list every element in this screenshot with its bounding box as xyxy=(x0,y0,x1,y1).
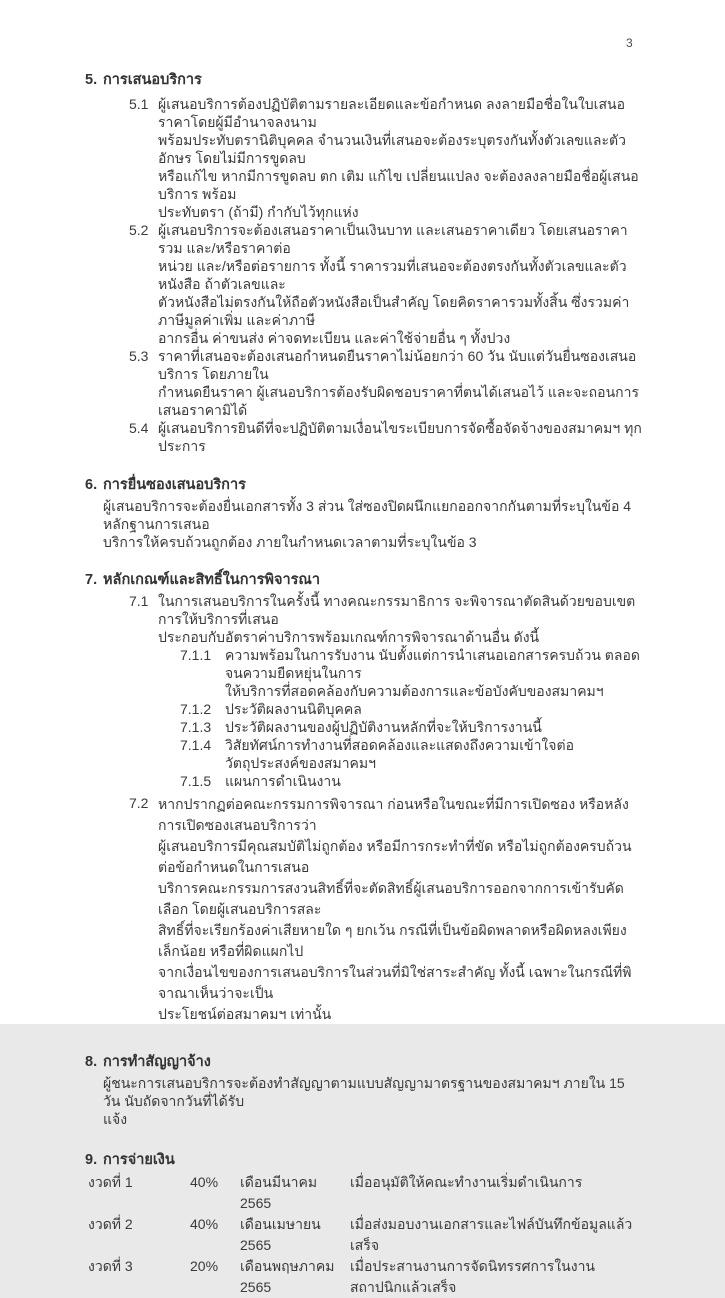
section-title: การจ่ายเงิน xyxy=(103,1152,175,1168)
section-9 xyxy=(85,1150,645,1298)
item-5-4 xyxy=(85,419,645,455)
subitem-7-1-2 xyxy=(85,700,645,718)
paragraph-line: ผู้ชนะการเสนอบริการจะต้องทำสัญญาตามแบบสัญญามาตรฐานของสมาคมฯ ภายใน 15 วัน นับถัดจากวันที่ได้รับ xyxy=(103,1075,625,1109)
section-8 xyxy=(85,1052,645,1128)
section-8-paragraph xyxy=(85,1074,645,1128)
payment-installment: งวดที่ 1 xyxy=(88,1174,133,1190)
paragraph-line: บริการให้ครบถ้วนถูกต้อง ภายในกำหนดเวลาตามที่ระบุในข้อ 3 xyxy=(103,534,477,550)
payment-month: เดือนพฤษภาคม 2565 xyxy=(240,1258,335,1295)
item-number: 5.4 xyxy=(129,420,149,436)
subitem-number: 7.1.5 xyxy=(180,773,212,789)
item-number: 7.2 xyxy=(129,795,149,811)
subitem-line: วิสัยทัศน์การทำงานที่สอดคล้องและแสดงถึงความเข้าใจต่อวัตถุประสงค์ของสมาคมฯ xyxy=(225,737,574,771)
subitem-7-1-5 xyxy=(85,772,645,790)
payment-percent: 40% xyxy=(190,1174,219,1190)
item-line: ในการเสนอบริการในครั้งนี้ ทางคณะกรรมาธิการ จะพิจารณาตัดสินด้วยขอบเขตการให้บริการที่เสนอ xyxy=(158,593,636,627)
subitem-number: 7.1.1 xyxy=(180,647,212,663)
subitem-line: แผนการดำเนินงาน xyxy=(225,773,341,789)
payment-percent: 20% xyxy=(190,1258,219,1274)
item-5-3 xyxy=(85,347,645,419)
item-5-1 xyxy=(85,95,645,221)
section-6-heading xyxy=(85,475,645,495)
item-line: ผู้เสนอบริการต้องปฏิบัติตามรายละเอียดและข้อกำหนด ลงลายมือชื่อในใบเสนอราคาโดยผู้มีอำนาจลงนาม xyxy=(158,96,625,130)
payment-row-1 xyxy=(85,1172,645,1214)
subitem-number: 7.1.2 xyxy=(180,701,212,717)
payment-percent: 40% xyxy=(190,1216,219,1232)
document-content xyxy=(85,70,645,1298)
item-line: หรือแก้ไข หากมีการขูดลบ ตก เติม แก้ไข เปลี่ยนแปลง จะต้องลงลายมือชื่อผู้เสนอบริการ พร้อม xyxy=(158,168,639,202)
item-line: ประโยชน์ต่อสมาคมฯ เท่านั้น xyxy=(158,1006,332,1022)
subitem-7-1-4 xyxy=(85,736,645,772)
item-line: กำหนดยืนราคา ผู้เสนอบริการต้องรับผิดชอบราคาที่ตนได้เสนอไว้ และจะถอนการเสนอราคามิได้ xyxy=(158,384,639,418)
item-number: 5.2 xyxy=(129,222,149,238)
section-6 xyxy=(85,475,645,551)
payment-month: เดือนเมษายน 2565 xyxy=(240,1216,321,1253)
item-5-2 xyxy=(85,221,645,347)
section-number: 5. xyxy=(85,72,98,88)
section-number: 6. xyxy=(85,477,98,493)
payment-installment: งวดที่ 3 xyxy=(88,1258,133,1274)
item-number: 5.3 xyxy=(129,348,149,364)
item-line: ประกอบกับอัตราค่าบริการพร้อมเกณฑ์การพิจารณาด้านอื่น ดังนี้ xyxy=(158,629,540,645)
paragraph-line: แจ้ง xyxy=(103,1111,128,1127)
section-5-heading xyxy=(85,70,645,90)
item-number: 7.1 xyxy=(129,593,149,609)
item-line: อากรอื่น ค่าขนส่ง ค่าจดทะเบียน และค่าใช้จ่ายอื่น ๆ ทั้งปวง xyxy=(158,330,511,346)
payment-month: เดือนมีนาคม 2565 xyxy=(240,1174,318,1211)
section-6-paragraph xyxy=(85,497,645,551)
item-line: ราคาที่เสนอจะต้องเสนอกำหนดยืนราคาไม่น้อยกว่า 60 วัน นับแต่วันยื่นซองเสนอบริการ โดยภายใน xyxy=(158,348,637,382)
section-9-heading xyxy=(85,1150,645,1170)
payment-condition: เมื่ออนุมัติให้คณะทำงานเริ่มดำเนินการ xyxy=(350,1174,583,1190)
item-line: ผู้เสนอบริการยินดีที่จะปฏิบัติตามเงื่อนไขระเบียบการจัดซื้อจัดจ้างของสมาคมฯ ทุกประการ xyxy=(158,420,642,454)
item-line: หน่วย และ/หรือต่อรายการ ทั้งนี้ ราคารวมที่เสนอจะต้องตรงกันทั้งตัวเลขและตัวหนังสือ ถ้าตัวเลขและ xyxy=(158,258,627,292)
subitem-line: ความพร้อมในการรับงาน นับตั้งแต่การนำเสนอเอกสารครบถ้วน ตลอดจนความยืดหยุ่นในการ xyxy=(225,647,640,681)
item-line: ตัวหนังสือไม่ตรงกันให้ถือตัวหนังสือเป็นสำคัญ โดยคิดราคารวมทั้งสิ้น ซึ่งรวมค่าภาษีมูลค่าเพิ่ม และค่าภาษี xyxy=(158,294,630,328)
subitem-line: ประวัติผลงานของผู้ปฏิบัติงานหลักที่จะให้บริการงานนี้ xyxy=(225,719,542,735)
section-title: การทำสัญญาจ้าง xyxy=(103,1054,211,1070)
item-7-1 xyxy=(85,592,645,646)
payment-condition: เมื่อส่งมอบงานเอกสารและไฟล์บันทึกข้อมูลแล้วเสร็จ xyxy=(350,1216,633,1253)
subitem-number: 7.1.3 xyxy=(180,719,212,735)
item-line: หากปรากฏต่อคณะกรรมการพิจารณา ก่อนหรือในขณะที่มีการเปิดซอง หรือหลังการเปิดซองเสนอบริการว่า xyxy=(158,796,629,833)
section-5 xyxy=(85,70,645,455)
section-number: 8. xyxy=(85,1054,98,1070)
section-title: การเสนอบริการ xyxy=(103,72,202,88)
item-line: จากเงื่อนไขของการเสนอบริการในส่วนที่มิใช่สาระสำคัญ ทั้งนี้ เฉพาะในกรณีที่พิจาณาเห็นว่าจะเป็น xyxy=(158,964,632,1001)
subitem-7-1-3 xyxy=(85,718,645,736)
page-number: 3 xyxy=(626,36,633,50)
section-8-heading xyxy=(85,1052,645,1072)
section-title: การยื่นซองเสนอบริการ xyxy=(103,477,246,493)
item-line: ประทับตรา (ถ้ามี) กำกับไว้ทุกแห่ง xyxy=(158,204,359,220)
payment-row-2 xyxy=(85,1214,645,1256)
item-number: 5.1 xyxy=(129,96,149,112)
payment-condition: เมื่อประสานงานการจัดนิทรรศการในงานสถาปนิกแล้วเสร็จ xyxy=(350,1258,595,1295)
item-line: บริการคณะกรรมการสงวนสิทธิ์ที่จะตัดสิทธิ์ผู้เสนอบริการออกจากการเข้ารับคัดเลือก โดยผู้เสนอบริการสละ xyxy=(158,880,624,917)
subitem-line: ประวัติผลงานนิติบุคคล xyxy=(225,701,362,717)
item-line: ผู้เสนอบริการจะต้องเสนอราคาเป็นเงินบาท และเสนอราคาเดียว โดยเสนอราคารวม และ/หรือราคาต่อ xyxy=(158,222,628,256)
payment-installment: งวดที่ 2 xyxy=(88,1216,133,1232)
section-title: หลักเกณฑ์และสิทธิ์ในการพิจารณา xyxy=(103,572,321,588)
section-number: 7. xyxy=(85,572,98,588)
item-line: สิทธิ์ที่จะเรียกร้องค่าเสียหายใด ๆ ยกเว้น กรณีที่เป็นข้อผิดพลาดหรือผิดหลงเพียงเล็กน้อย หรือที่ผิดแผกไป xyxy=(158,922,627,959)
paragraph-line: ผู้เสนอบริการจะต้องยื่นเอกสารทั้ง 3 ส่วน ใส่ซองปิดผนึกแยกออกจากกันตามที่ระบุในข้อ 4 หลักฐานการเสนอ xyxy=(103,498,632,532)
section-7 xyxy=(85,570,645,1025)
section-number: 9. xyxy=(85,1152,98,1168)
subitem-7-1-1 xyxy=(85,646,645,700)
section-7-heading xyxy=(85,570,645,590)
item-line: ผู้เสนอบริการมีคุณสมบัติไม่ถูกต้อง หรือมีการกระทำที่ขัด หรือไม่ถูกต้องครบถ้วนต่อข้อกำหนดในการเสนอ xyxy=(158,838,632,875)
subitem-number: 7.1.4 xyxy=(180,737,212,753)
subitem-line: ให้บริการที่สอดคล้องกับความต้องการและข้อบังคับของสมาคมฯ xyxy=(225,683,604,699)
item-7-2 xyxy=(85,794,645,1025)
payment-table xyxy=(85,1172,645,1298)
payment-row-3 xyxy=(85,1256,645,1298)
item-line: พร้อมประทับตรานิติบุคคล จำนวนเงินที่เสนอจะต้องระบุตรงกันทั้งตัวเลขและตัวอักษร โดยไม่มีการขูดลบ xyxy=(158,132,626,166)
